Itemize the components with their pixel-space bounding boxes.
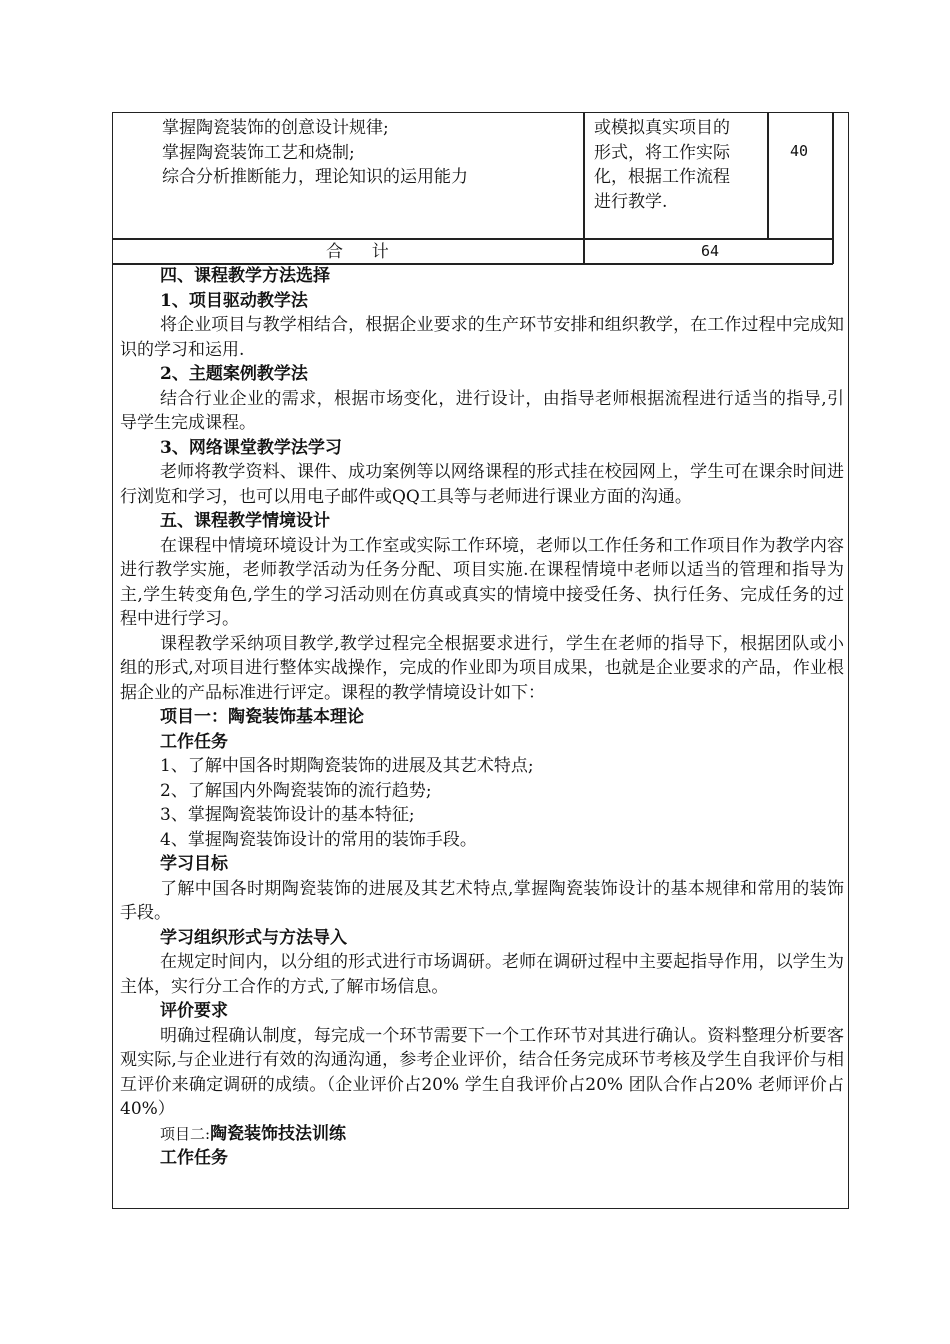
project1-task-item: 3、掌握陶瓷装饰设计的基本特征; [160,805,415,825]
objective-line: 综合分析推断能力，理论知识的运用能力 [162,167,468,187]
project1-goal-text: 了解中国各时期陶瓷装饰的进展及其艺术特点,掌握陶瓷装饰设计的基本规律和常用的装饰手段。 [120,878,844,923]
method2-text: 结合行业企业的需求，根据市场变化，进行设计，由指导老师根据流程进行适当的指导,引导学生完成课程。 [120,388,844,433]
project1-tasks-title: 工作任务 [160,731,228,752]
method1-text: 将企业项目与教学相结合，根据企业要求的生产环节安排和组织教学，在工作过程中完成知识的学习和运用. [120,315,844,360]
table-divider-method [583,112,585,239]
project1-title: 项目一：陶瓷装饰基本理论 [160,707,364,727]
table-divider-hours-right [832,112,834,264]
total-label: 合 计 [326,242,395,262]
table-divider-total [583,239,585,264]
total-value: 64 [701,242,720,260]
method3-text: 老师将教学资料、课件、成功案例等以网络课程的形式挂在校园网上，学生可在课余时间进行浏览和学习，也可以用电子邮件或QQ工具等与老师进行课业方面的沟通。 [120,462,844,507]
project1-org-title: 学习组织形式与方法导入 [160,927,347,948]
objective-line: 掌握陶瓷装饰的创意设计规律; [162,118,389,138]
method1-title: 1、项目驱动教学法 [160,290,308,311]
table-cell-method [594,116,730,214]
section5-title: 五、课程教学情境设计 [160,511,330,531]
method-line: 进行教学. [594,191,668,212]
project1-goal-title: 学习目标 [160,854,228,874]
method-line: 形式，将工作实际 [594,142,730,163]
method-line: 化，根据工作流程 [594,167,730,187]
document-body [120,264,844,1171]
method2-title: 2、主题案例教学法 [160,364,308,384]
table-cell-objectives [162,116,468,190]
section4-title: 四、课程教学方法选择 [160,266,330,286]
table-divider-hours-left [767,112,769,239]
table-row-divider [112,238,833,240]
project1-task-item: 4、掌握陶瓷装饰设计的常用的装饰手段。 [160,829,477,850]
project1-eval-title: 评价要求 [160,1001,228,1021]
project2-title: 陶瓷装饰技法训练 [210,1123,347,1144]
project1-org-text: 在规定时间内，以分组的形式进行市场调研。老师在调研过程中主要起指导作用，以学生为主体，实行分工合作的方式,了解市场信息。 [120,952,844,997]
project2-heading [120,1122,844,1147]
project1-task-item: 1、了解中国各时期陶瓷装饰的进展及其艺术特点; [160,756,534,776]
section5-paragraph-1: 在课程中情境环境设计为工作室或实际工作环境，老师以工作任务和工作项目作为教学内容进行教学实施，老师教学活动为任务分配、项目实施.在课程情境中老师以适当的管理和指导为主,学生转变角色,学生的学习活动则在仿真或真实的情境中接受任务、执行任务、完成任务的过程中进行学习。 [120,535,844,629]
objective-line: 掌握陶瓷装饰工艺和烧制; [162,142,355,163]
project2-tasks-title: 工作任务 [160,1148,228,1168]
project1-eval-text: 明确过程确认制度，每完成一个环节需要下一个工作环节对其进行确认。资料整理分析要客观实际,与企业进行有效的沟通沟通，参考企业评价，结合任务完成环节考核及学生自我评价与相互评价来确定调研的成绩。（企业评价占20% 学生自我评价占20% 团队合作占20% 老师评价占40%） [120,1025,844,1119]
method-line: 或模拟真实项目的 [594,118,730,138]
project2-prefix: 项目二: [160,1124,211,1143]
method3-title: 3、网络课堂教学法学习 [160,437,342,458]
project1-task-item: 2、了解国内外陶瓷装饰的流行趋势; [160,780,432,801]
table-cell-hours: 40 [790,142,809,160]
section5-paragraph-2: 课程教学采纳项目教学,教学过程完全根据要求进行，学生在老师的指导下，根据团队或小组的形式,对项目进行整体实战操作，完成的作业即为项目成果，也就是企业要求的产品，作业根据企业的产品标准进行评定。课程的教学情境设计如下： [120,633,844,703]
